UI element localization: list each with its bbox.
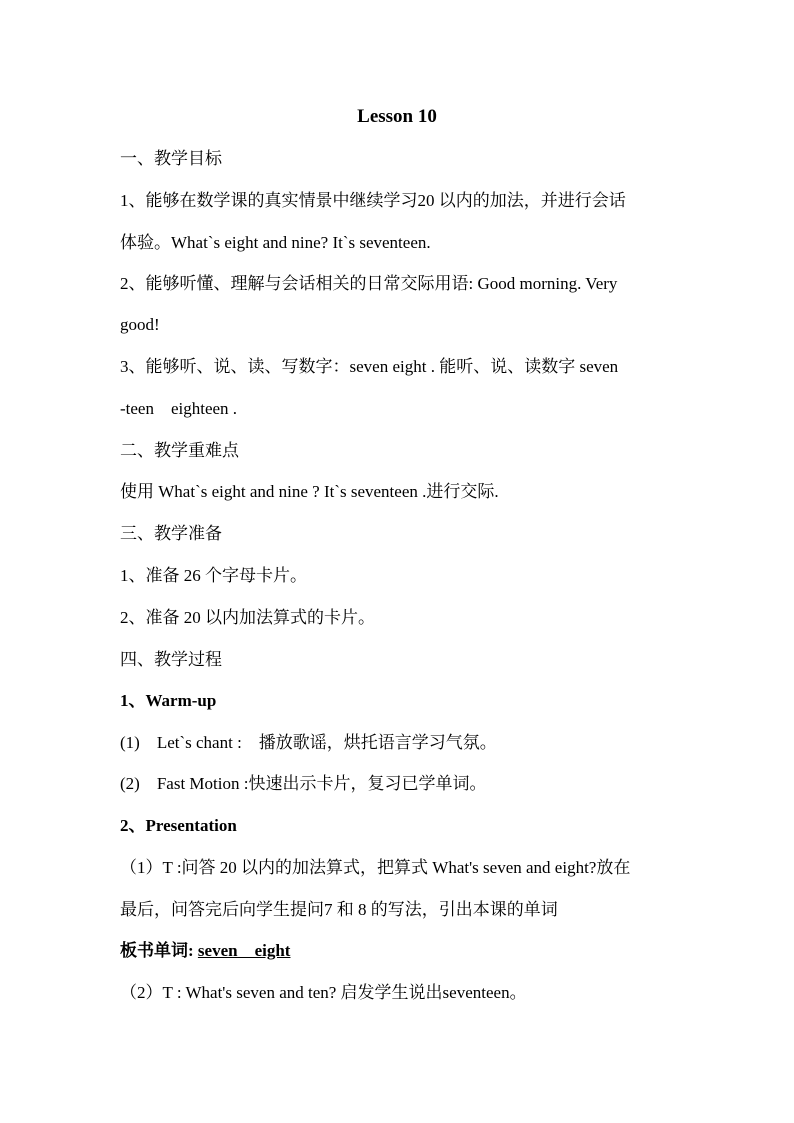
key-points-text: 使用 What`s eight and nine ? It`s seventeen .进行交际. bbox=[120, 482, 499, 501]
document-title: Lesson 10 bbox=[357, 106, 437, 127]
board-words-line bbox=[120, 938, 690, 964]
presentation-item-1-line-1: （1）T :问答 20 以内的加法算式，把算式 What's seven and eight?放在 bbox=[120, 858, 631, 877]
preparation-item-1: 1、准备 26 个字母卡片。 bbox=[120, 566, 307, 585]
section-heading-key-points: 二、教学重难点 bbox=[120, 441, 239, 460]
section-heading-objectives: 一、教学目标 bbox=[120, 149, 222, 168]
objective-1-line-1: 1、能够在数学课的真实情景中继续学习20 以内的加法，并进行会话 bbox=[120, 191, 626, 210]
presentation-item-2: （2）T : What's seven and ten? 启发学生说出seventeen。 bbox=[120, 983, 527, 1002]
section-heading-preparation: 三、教学准备 bbox=[120, 524, 222, 543]
presentation-item-1-line-2: 最后，问答完后向学生提问7 和 8 的写法，引出本课的单词 bbox=[120, 900, 558, 919]
preparation-item-2: 2、准备 20 以内加法算式的卡片。 bbox=[120, 608, 375, 627]
section-heading-process: 四、教学过程 bbox=[120, 650, 222, 669]
process-step-presentation: 2、Presentation bbox=[120, 816, 237, 835]
objective-2-line-1: 2、能够听懂、理解与会话相关的日常交际用语: Good morning. Very bbox=[120, 274, 618, 293]
board-words-label: 板书单词: bbox=[120, 941, 198, 960]
board-words: seven eight bbox=[197, 941, 291, 960]
objective-3-line-2: -teen eighteen . bbox=[120, 399, 238, 418]
warm-up-item-2: (2) Fast Motion :快速出示卡片，复习已学单词。 bbox=[120, 774, 487, 793]
warm-up-item-1: (1) Let`s chant : 播放歌谣，烘托语言学习气氛。 bbox=[120, 733, 497, 752]
objective-1-line-2: 体验。What`s eight and nine? It`s seventeen. bbox=[120, 233, 431, 252]
objective-2-line-2: good! bbox=[120, 315, 160, 334]
process-step-warm-up: 1、Warm-up bbox=[120, 691, 217, 710]
objective-3-line-1: 3、能够听、说、读、写数字：seven eight . 能听、说、读数字 seven bbox=[120, 357, 619, 376]
